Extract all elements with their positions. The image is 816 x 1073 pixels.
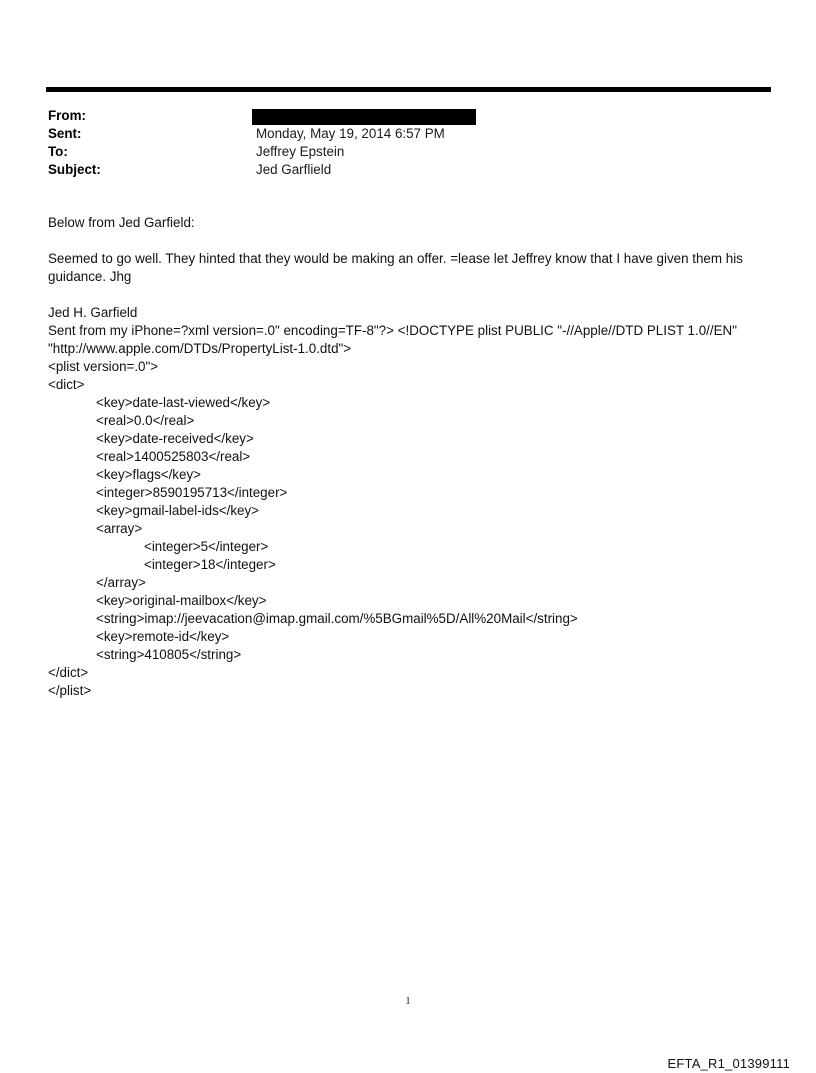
xml-line: <key>original-mailbox</key>: [96, 593, 267, 608]
xml-line: <key>gmail-label-ids</key>: [96, 503, 260, 518]
signature-name: Jed H. Garfield: [48, 305, 138, 320]
intro-line: Below from Jed Garfield:: [48, 215, 195, 230]
email-body: [48, 214, 768, 700]
bates-number: EFTA_R1_01399111: [667, 1056, 790, 1071]
xml-line: <string>410805</string>: [96, 647, 242, 662]
from-row: [48, 107, 768, 125]
email-header: [48, 107, 768, 179]
xml-line: </dict>: [48, 665, 89, 680]
xml-line: <string>imap://jeevacation@imap.gmail.com/%5BGmail%5D/All%20Mail</string>: [96, 611, 578, 626]
xml-line: <real>0.0</real>: [96, 413, 195, 428]
sent-value: Monday, May 19, 2014 6:57 PM: [256, 126, 445, 141]
xml-line: <key>remote-id</key>: [96, 629, 230, 644]
xml-line: <integer>5</integer>: [144, 539, 269, 554]
to-label: To:: [48, 144, 68, 159]
sent-row: [48, 125, 768, 143]
xml-line: <key>flags</key>: [96, 467, 201, 482]
dtd-url-line: "http://www.apple.com/DTDs/PropertyList-1.0.dtd">: [48, 341, 352, 356]
page-number: 1: [405, 995, 411, 1007]
header-divider: [46, 87, 771, 92]
xml-line: <plist version=.0">: [48, 359, 159, 374]
xml-line: </array>: [96, 575, 146, 590]
message-line-2: guidance. Jhg: [48, 269, 132, 284]
xml-line: <key>date-received</key>: [96, 431, 254, 446]
subject-row: [48, 161, 768, 179]
subject-label: Subject:: [48, 162, 101, 177]
xml-line: </plist>: [48, 683, 92, 698]
xml-line: <dict>: [48, 377, 85, 392]
to-value: Jeffrey Epstein: [256, 144, 345, 159]
redacted-sender: [252, 109, 476, 125]
xml-line: <array>: [96, 521, 143, 536]
message-line-1: Seemed to go well. They hinted that they would be making an offer. =lease let Jeffrey know that I have given them his: [48, 251, 743, 266]
xml-line: <key>date-last-viewed</key>: [96, 395, 271, 410]
plist-xml-block: [48, 358, 768, 700]
to-row: [48, 143, 768, 161]
sent-label: Sent:: [48, 126, 82, 141]
subject-value: Jed Garflield: [256, 162, 332, 177]
sent-from-line: Sent from my iPhone=?xml version=.0" encoding=TF-8"?> <!DOCTYPE plist PUBLIC "-//Apple//DTD PLIST 1.0//EN": [48, 323, 737, 338]
xml-line: <integer>8590195713</integer>: [96, 485, 288, 500]
from-label: From:: [48, 108, 86, 123]
xml-line: <real>1400525803</real>: [96, 449, 251, 464]
xml-line: <integer>18</integer>: [144, 557, 276, 572]
